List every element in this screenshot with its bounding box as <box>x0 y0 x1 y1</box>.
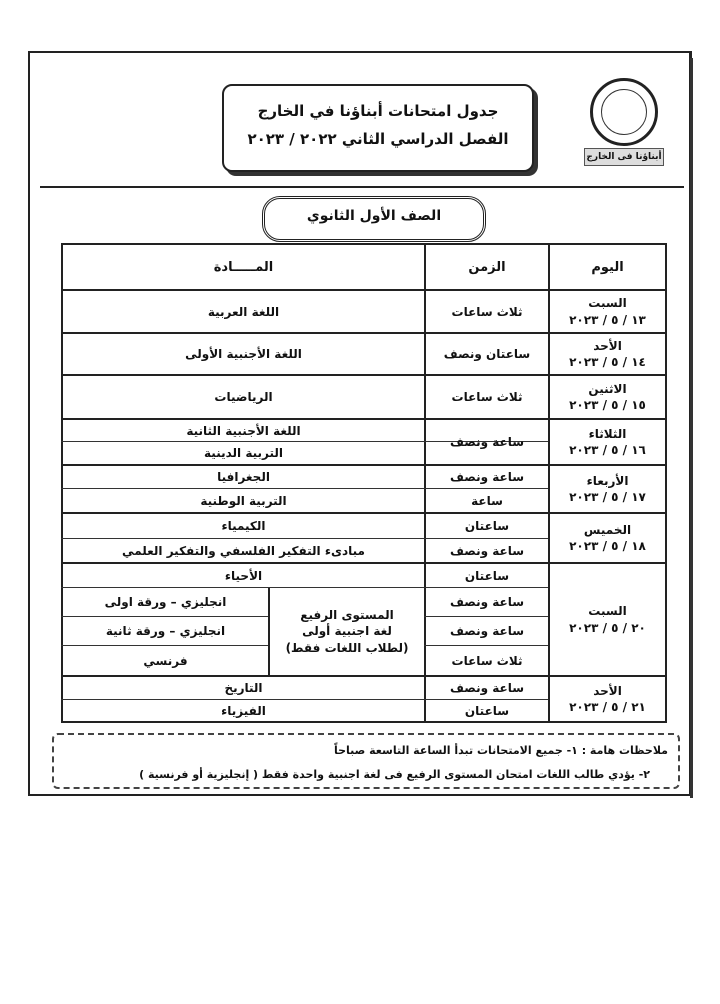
day-cell: الاثنين ١٥ / ٥ / ٢٠٢٣ <box>569 381 646 412</box>
time-cell: ساعتان ونصف <box>443 347 531 361</box>
header-time: الزمن <box>468 259 506 275</box>
subject-cell: الرياضيات <box>214 390 273 404</box>
header-day: اليوم <box>591 259 624 275</box>
time-cell: ثلاث ساعات <box>451 653 523 668</box>
note-2: ٢- يؤدي طالب اللغات امتحان المستوى الرفيع فى لغة اجنبية واحدة فقط ( إنجليزية أو فرنسية ) <box>139 768 650 781</box>
subject-cell: الكيمياء <box>221 519 266 533</box>
time-cell: ثلاث ساعات <box>451 390 523 404</box>
time-cell: ساعة <box>471 493 503 508</box>
title-line-2: الفصل الدراسي الثاني ٢٠٢٢ / ٢٠٢٣ <box>247 130 509 148</box>
day-cell: الأحد ١٤ / ٥ / ٢٠٢٣ <box>569 338 646 369</box>
advanced-level-label: المستوى الرفيع لغة اجنبية أولى (لطلاب اللغات فقط) <box>285 608 409 655</box>
frame-shadow <box>690 58 693 798</box>
subject-cell: الجغرافيا <box>217 470 270 484</box>
advanced-subject: انجليزي – ورقة اولى <box>104 595 227 609</box>
time-cell: ساعة ونصف <box>449 624 525 638</box>
header-subject: المـــــادة <box>213 259 274 275</box>
note-1: ملاحظات هامة : ١- جميع الامتحانات تبدأ الساعة التاسعة صباحاً <box>333 744 668 757</box>
logo-label: أبناؤنا فى الخارج <box>584 148 664 166</box>
subject-cell: الفيزياء <box>221 703 266 718</box>
day-cell: السبت ١٣ / ٥ / ٢٠٢٣ <box>569 296 646 327</box>
subject-cell: اللغة الأجنبية الأولى <box>185 347 302 361</box>
subject-cell: التربية الوطنية <box>200 493 287 508</box>
day-cell: الخميس ١٨ / ٥ / ٢٠٢٣ <box>569 522 646 553</box>
notes-box <box>52 733 680 789</box>
time-cell: ساعة ونصف <box>449 470 525 484</box>
time-cell: ساعة ونصف <box>449 595 525 609</box>
time-cell: ساعة ونصف <box>449 681 525 695</box>
header-divider <box>40 186 684 188</box>
advanced-subject: فرنسي <box>143 653 188 668</box>
logo <box>584 78 664 166</box>
logo-seal-icon <box>590 78 658 146</box>
time-cell: ثلاث ساعات <box>451 304 523 319</box>
subject-cell: اللغة الأجنبية الثانية <box>186 423 301 438</box>
day-cell: الأحد ٢١ / ٥ / ٢٠٢٣ <box>569 683 646 714</box>
advanced-subject: انجليزي – ورقة ثانية <box>105 624 226 638</box>
subject-cell: التاريخ <box>224 681 263 695</box>
subject-cell: مبادىء التفكير الفلسفي والتفكير العلمي <box>122 543 365 558</box>
time-cell: ساعتان <box>464 703 510 718</box>
time-cell: ساعتان <box>464 519 510 533</box>
grade-title: الصف الأول الثانوي <box>262 196 486 242</box>
subject-cell: التربية الدينية <box>204 446 283 460</box>
title-line-1: جدول امتحانات أبناؤنا في الخارج <box>257 102 499 120</box>
time-cell: ساعة ونصف <box>449 435 525 449</box>
day-cell: الثلاثاء ١٦ / ٥ / ٢٠٢٣ <box>569 426 646 457</box>
title-box <box>222 84 534 172</box>
time-cell: ساعة ونصف <box>449 543 525 558</box>
time-cell: ساعتان <box>464 568 510 583</box>
day-cell: الأربعاء ١٧ / ٥ / ٢٠٢٣ <box>569 473 646 504</box>
subject-cell: اللغة العربية <box>207 304 280 319</box>
subject-cell: الأحياء <box>224 568 263 583</box>
day-cell: السبت ٢٠ / ٥ / ٢٠٢٣ <box>569 604 646 635</box>
